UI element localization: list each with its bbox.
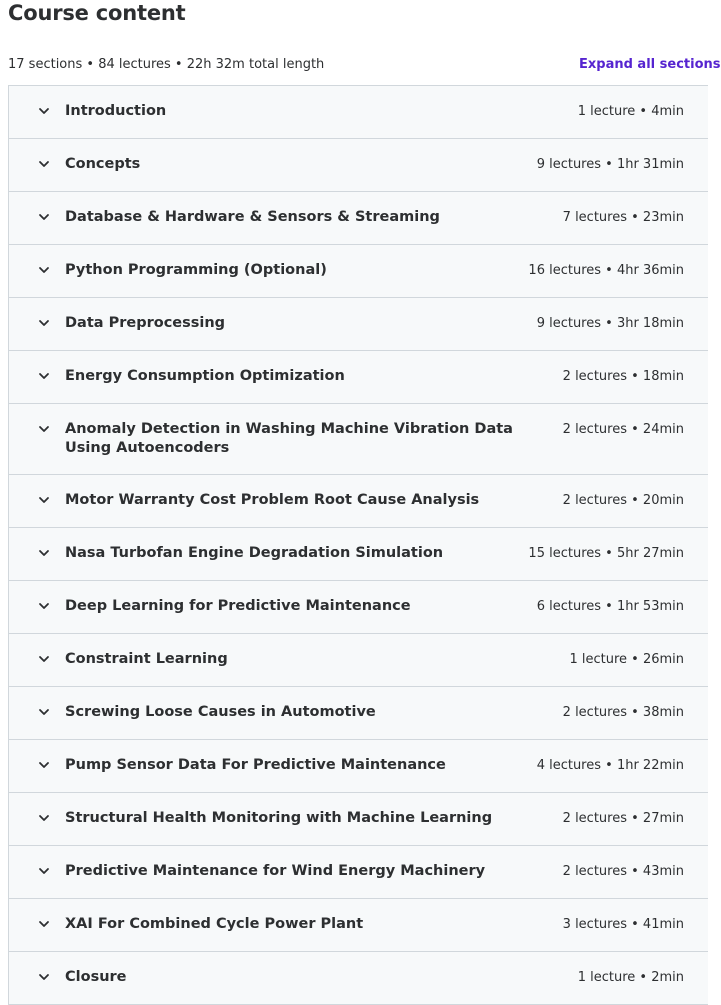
section-accordion-header[interactable]	[9, 952, 708, 1005]
section-title: Introduction	[65, 103, 167, 119]
section-lecture-count: 3 lectures • 41min	[562, 917, 684, 932]
section-title: Motor Warranty Cost Problem Root Cause Analysis	[65, 492, 480, 508]
section-lecture-count: 1 lecture • 4min	[577, 104, 684, 119]
section-lecture-count: 2 lectures • 43min	[562, 864, 684, 879]
section-accordion-header[interactable]	[9, 793, 708, 846]
chevron-down-icon	[37, 811, 51, 825]
chevron-down-icon	[37, 705, 51, 719]
chevron-down-icon	[37, 316, 51, 330]
section-title: Screwing Loose Causes in Automotive	[65, 704, 376, 720]
section-accordion-header[interactable]	[9, 687, 708, 740]
section-accordion-header[interactable]	[9, 298, 708, 351]
section-accordion-header[interactable]	[9, 404, 708, 475]
section-title: Database & Hardware & Sensors & Streaming	[65, 209, 440, 225]
page-title: Course content	[8, 1, 186, 25]
chevron-down-icon	[37, 263, 51, 277]
section-title: Predictive Maintenance for Wind Energy Machinery	[65, 863, 486, 879]
section-accordion-header[interactable]	[9, 192, 708, 245]
chevron-down-icon	[37, 104, 51, 118]
section-lecture-count: 9 lectures • 1hr 31min	[536, 157, 684, 172]
section-lecture-count: 1 lecture • 2min	[577, 970, 684, 985]
section-title: Pump Sensor Data For Predictive Maintenance	[65, 757, 446, 773]
section-lecture-count: 2 lectures • 18min	[562, 369, 684, 384]
chevron-down-icon	[37, 369, 51, 383]
section-title: Python Programming (Optional)	[65, 262, 327, 278]
section-lecture-count: 2 lectures • 24min	[562, 422, 684, 437]
chevron-down-icon	[37, 970, 51, 984]
course-summary: 17 sections • 84 lectures • 22h 32m total length	[8, 57, 325, 72]
chevron-down-icon	[37, 917, 51, 931]
section-title: Energy Consumption Optimization	[65, 368, 345, 384]
sections-list	[8, 85, 708, 1005]
chevron-down-icon	[37, 546, 51, 560]
chevron-down-icon	[37, 422, 51, 436]
section-lecture-count: 9 lectures • 3hr 18min	[536, 316, 684, 331]
section-title: Structural Health Monitoring with Machine Learning	[65, 810, 493, 826]
section-lecture-count: 7 lectures • 23min	[562, 210, 684, 225]
expand-all-sections-button[interactable]: Expand all sections	[579, 57, 721, 72]
section-accordion-header[interactable]	[9, 581, 708, 634]
chevron-down-icon	[37, 652, 51, 666]
section-accordion-header[interactable]	[9, 475, 708, 528]
section-lecture-count: 6 lectures • 1hr 53min	[536, 599, 684, 614]
section-lecture-count: 2 lectures • 27min	[562, 811, 684, 826]
chevron-down-icon	[37, 599, 51, 613]
section-accordion-header[interactable]	[9, 740, 708, 793]
section-title: Anomaly Detection in Washing Machine Vibration Data Using Autoencoders	[65, 421, 513, 456]
section-lecture-count: 2 lectures • 20min	[562, 493, 684, 508]
section-title: Data Preprocessing	[65, 315, 226, 331]
section-accordion-header[interactable]	[9, 139, 708, 192]
section-title: Concepts	[65, 156, 141, 172]
chevron-down-icon	[37, 157, 51, 171]
section-accordion-header[interactable]	[9, 86, 708, 139]
section-accordion-header[interactable]	[9, 846, 708, 899]
course-summary-bar	[8, 57, 721, 75]
section-accordion-header[interactable]	[9, 528, 708, 581]
section-lecture-count: 4 lectures • 1hr 22min	[536, 758, 684, 773]
section-title: Constraint Learning	[65, 651, 228, 667]
section-accordion-header[interactable]	[9, 351, 708, 404]
section-lecture-count: 16 lectures • 4hr 36min	[528, 263, 684, 278]
chevron-down-icon	[37, 493, 51, 507]
section-accordion-header[interactable]	[9, 245, 708, 298]
section-title: XAI For Combined Cycle Power Plant	[65, 916, 364, 932]
section-title: Deep Learning for Predictive Maintenance	[65, 598, 411, 614]
section-accordion-header[interactable]	[9, 634, 708, 687]
chevron-down-icon	[37, 758, 51, 772]
section-lecture-count: 2 lectures • 38min	[562, 705, 684, 720]
chevron-down-icon	[37, 210, 51, 224]
section-title: Closure	[65, 969, 127, 985]
chevron-down-icon	[37, 864, 51, 878]
section-accordion-header[interactable]	[9, 899, 708, 952]
section-lecture-count: 1 lecture • 26min	[569, 652, 684, 667]
section-lecture-count: 15 lectures • 5hr 27min	[528, 546, 684, 561]
section-title: Nasa Turbofan Engine Degradation Simulation	[65, 545, 444, 561]
